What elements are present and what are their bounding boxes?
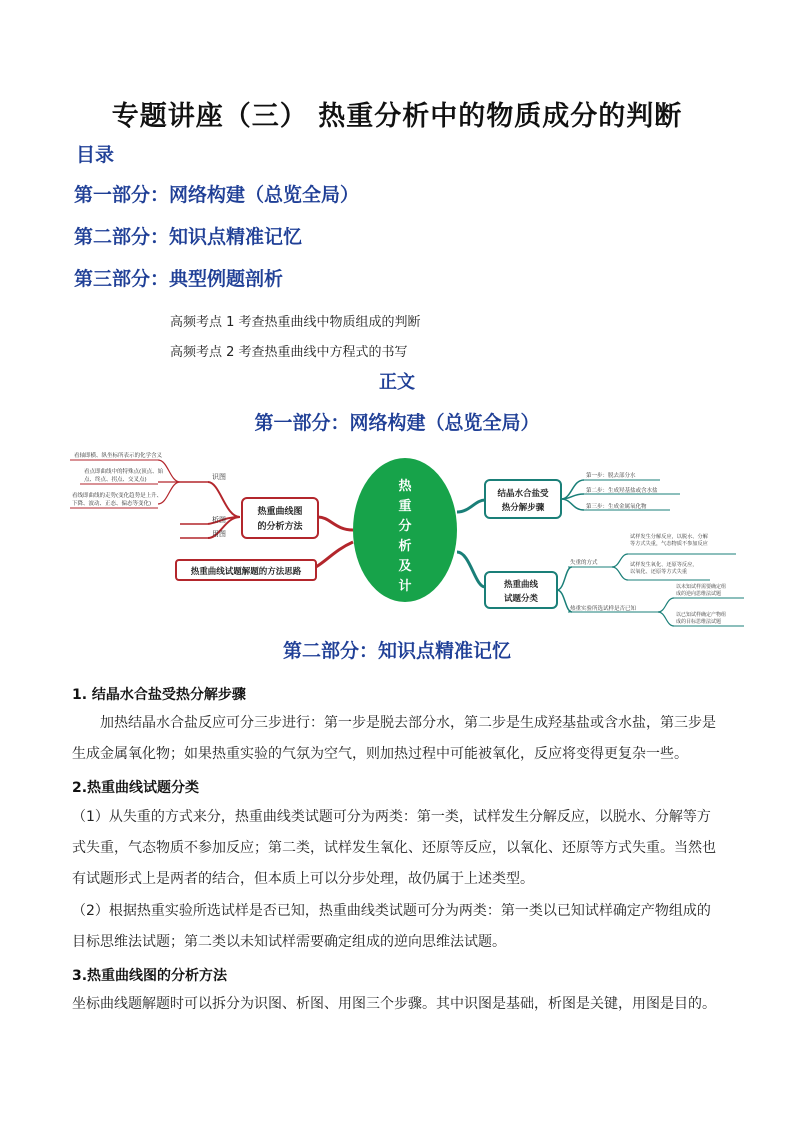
page-title: 专题讲座（三） 热重分析中的物质成分的判断 (111, 101, 683, 132)
mindmap-note-2b: 点、终点、拐点、交叉点) (84, 477, 147, 483)
part2-heading: 第二部分：知识点精准记忆 (282, 640, 511, 662)
mindmap-rb2-note-2b: 成的目标思维法试题 (676, 619, 722, 625)
section-2-paragraph-1: （1）从失重的方式来分，热重曲线类试题可分为两类：第一类，试样发生分解反应，以脱水、分解等方式失重，气态物质不参加反应；第二类，试样发生氧化、还原等反应，以氧化、还原等方式失重。当然也有试题形式上是两者的结合，但本质上可以分步处理，故仍属于上述类型。 (72, 809, 716, 887)
mindmap-note-3b: 下降、波动、正态、偏态等变化) (72, 501, 152, 507)
toc-part-2[interactable]: 第二部分：知识点精准记忆 (74, 226, 303, 248)
mindmap-rb1-note-2b: 以氧化、还原等方式失重 (630, 569, 688, 575)
mindmap-rt-step-3: 第三步：生成金属氧化物 (586, 504, 647, 510)
mindmap-rb2-note-1b: 成的逆向思维法试题 (676, 591, 722, 597)
mindmap-left-main-line1: 热重曲线图 (257, 507, 303, 517)
mindmap-note-2a: 看点即曲线中的特殊点(顶点、始 (84, 469, 164, 475)
section-3-paragraph: 坐标曲线题解题时可以拆分为识图、析图、用图三个步骤。其中识图是基础，析图是关键，用图是目的。 (72, 996, 716, 1012)
mindmap-right-bottom-line2: 试题分类 (503, 594, 539, 604)
mind-map (60, 442, 750, 632)
mindmap-center-char-5: 及 (398, 559, 412, 574)
part1-heading: 第一部分：网络构建（总览全局） (254, 412, 540, 434)
mindmap-rb1-note-2a: 试样发生氧化、还原等反应， (630, 562, 698, 568)
mindmap-center-char-6: 计 (398, 579, 412, 594)
section-2-paragraph-2: （2）根据热重实验所选试样是否已知，热重曲线类试题可分为两类：第一类以已知试样确定产物组成的目标思维法试题；第二类以未知试样需要确定组成的逆向思维法试题。 (72, 903, 711, 950)
mindmap-right-top-line1: 结晶水合盐受 (497, 489, 549, 499)
mindmap-right-top-line2: 热分解步骤 (501, 503, 545, 513)
toc-heading: 目录 (76, 144, 115, 166)
section-1-heading: 1. 结晶水合盐受热分解步骤 (72, 687, 246, 703)
section-2-heading: 2.热重曲线试题分类 (72, 780, 200, 796)
toc-sub-item-2[interactable]: 高频考点 2 考查热重曲线中方程式的书写 (170, 345, 408, 360)
mindmap-rb1-note-1a: 试样发生分解反应，以脱水、分解 (630, 534, 708, 540)
mindmap-note-1: 看轴即横、纵坐标所表示的化学含义 (74, 453, 163, 459)
mindmap-step-3: 用图 (212, 530, 226, 538)
mindmap-center-char-2: 重 (398, 499, 412, 514)
mindmap-rt-step-2: 第二步：生成羟基盐或含水盐 (586, 488, 658, 494)
mindmap-step-2: 析图 (212, 516, 226, 524)
mindmap-rt-step-1: 第一步：脱去部分水 (586, 473, 636, 479)
mindmap-left-main-node (242, 498, 318, 538)
section-1-paragraph: 加热结晶水合盐反应可分三步进行：第一步是脱去部分水，第二步是生成羟基盐或含水盐，第三步是生成金属氧化物；如果热重实验的气氛为空气，则加热过程中可能被氧化，反应将变得更复杂一些。 (72, 715, 716, 762)
mindmap-left-main-line2: 的分析方法 (257, 522, 303, 532)
body-heading: 正文 (379, 372, 415, 393)
mindmap-center-char-3: 分 (398, 519, 412, 534)
mindmap-rb2-note-2a: 以已知试样确定产物组 (676, 612, 727, 618)
toc-sub-item-1[interactable]: 高频考点 1 考查热重曲线中物质组成的判断 (170, 315, 421, 330)
mindmap-rb-branch-2: 热重实验所选试样是否已知 (570, 606, 637, 612)
mindmap-right-bottom-line1: 热重曲线 (503, 580, 539, 590)
section-3-heading: 3.热重曲线图的分析方法 (72, 968, 228, 984)
mindmap-left-bottom-label: 热重曲线试题解题的方法思路 (190, 567, 302, 577)
mindmap-note-3a: 看线即曲线的走势(变化趋势是上升、 (72, 493, 163, 499)
mindmap-rb2-note-1a: 以未知试样需要确定组 (676, 584, 727, 590)
mindmap-center-char-4: 析 (398, 539, 412, 554)
mindmap-step-1: 识图 (212, 473, 226, 481)
mindmap-rb-branch-1: 失重的方式 (570, 560, 598, 566)
toc-part-1[interactable]: 第一部分：网络构建（总览全局） (74, 184, 360, 206)
toc-part-3[interactable]: 第三部分：典型例题剖析 (74, 268, 284, 290)
mindmap-center-char-1: 热 (398, 479, 412, 494)
mindmap-rb1-note-1b: 等方式失重，气态物质不参加反应 (630, 541, 708, 547)
